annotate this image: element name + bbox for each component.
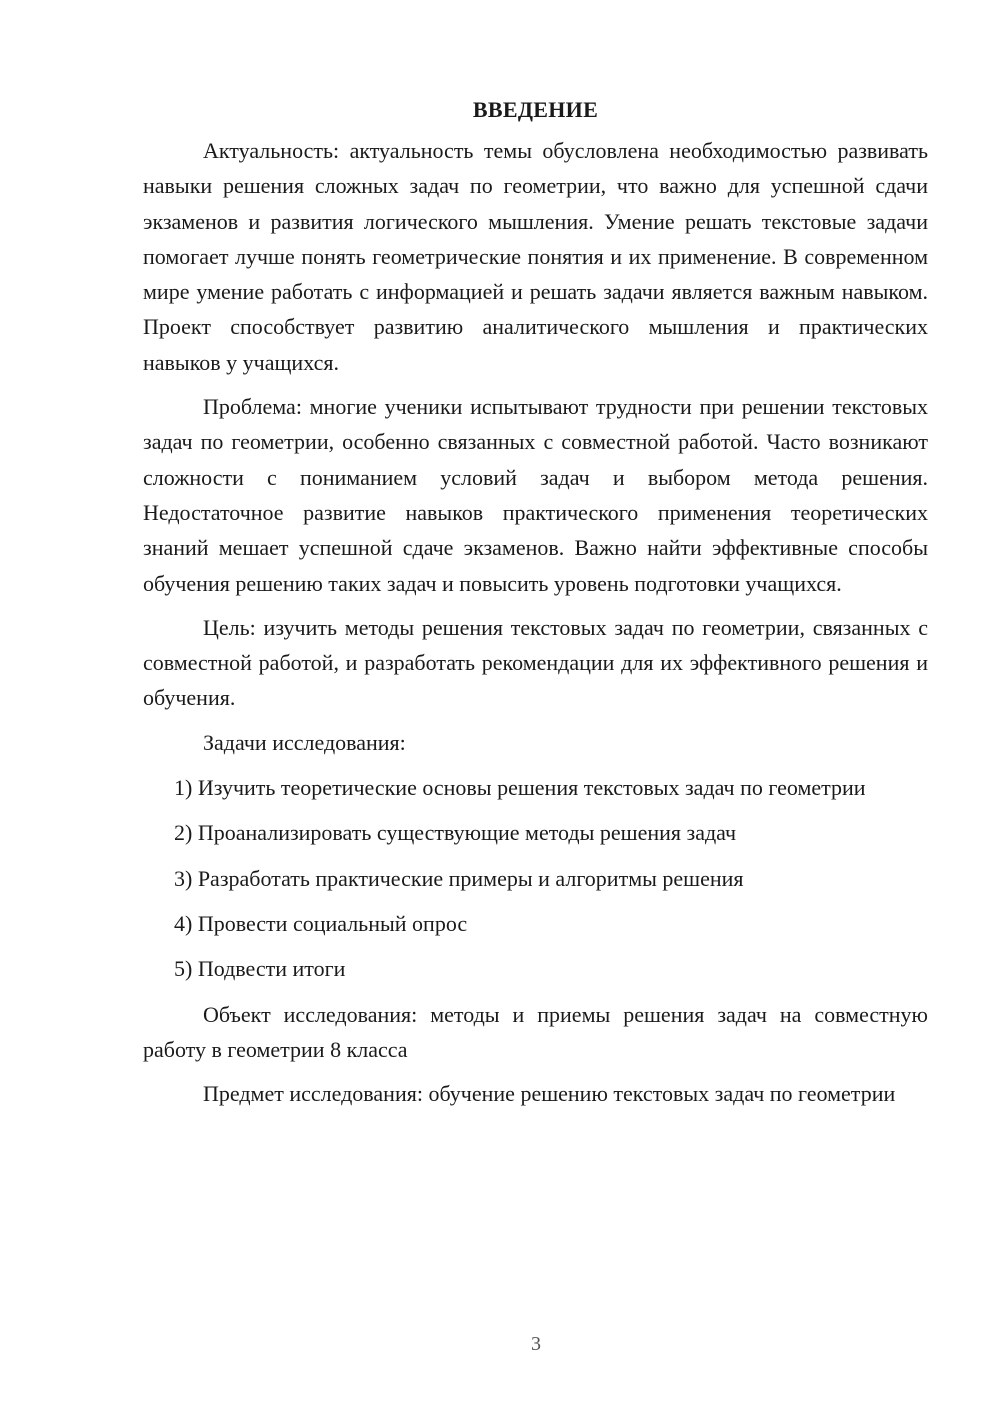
tasks-heading: Задачи исследования:: [203, 729, 406, 755]
section-title: ВВЕДЕНИЕ: [472, 97, 599, 122]
paragraph-goal: Цель: изучить методы решения текстовых задач по геометрии, связанных с совместной работой, и разработать рекомендации для их эффективного решения и обучения.: [143, 614, 928, 711]
page-number: 3: [531, 1333, 541, 1355]
list-item: 4) Провести социальный опрос: [174, 910, 468, 936]
paragraph-subject: Предмет исследования: обучение решению текстовых задач по геометрии: [203, 1081, 896, 1107]
list-item: 5) Подвести итоги: [174, 956, 346, 982]
list-item: 2) Проанализировать существующие методы решения задач: [174, 820, 737, 846]
list-item: 3) Разработать практические примеры и алгоритмы решения: [174, 865, 744, 891]
list-item: 1) Изучить теоретические основы решения текстовых задач по геометрии: [174, 775, 866, 801]
paragraph-object: Объект исследования: методы и приемы решения задач на совместную работу в геометрии 8 класса: [143, 1001, 928, 1062]
paragraph-relevance: Актуальность: актуальность темы обусловлена необходимостью развивать навыки решения сложных задач по геометрии, что важно для успешной сдачи экзаменов и развития логического мышления. Умение решать текстовые задачи помогает лучше понять геометрические понятия и их применение. В современном мире умение работать с информацией и решать задачи является важным навыком. Проект способствует развитию аналитического мышления и практических навыков у учащихся.: [143, 138, 928, 375]
document-page: [143, 92, 928, 1111]
paragraph-problem: Проблема: многие ученики испытывают трудности при решении текстовых задач по геометрии, особенно связанных с совместной работой. Часто возникают сложности с пониманием условий задач и выбором метода решения. Недостаточное развитие навыков практического применения теоретических знаний мешает успешной сдаче экзаменов. Важно найти эффективные способы обучения решению таких задач и повысить уровень подготовки учащихся.: [143, 394, 928, 596]
